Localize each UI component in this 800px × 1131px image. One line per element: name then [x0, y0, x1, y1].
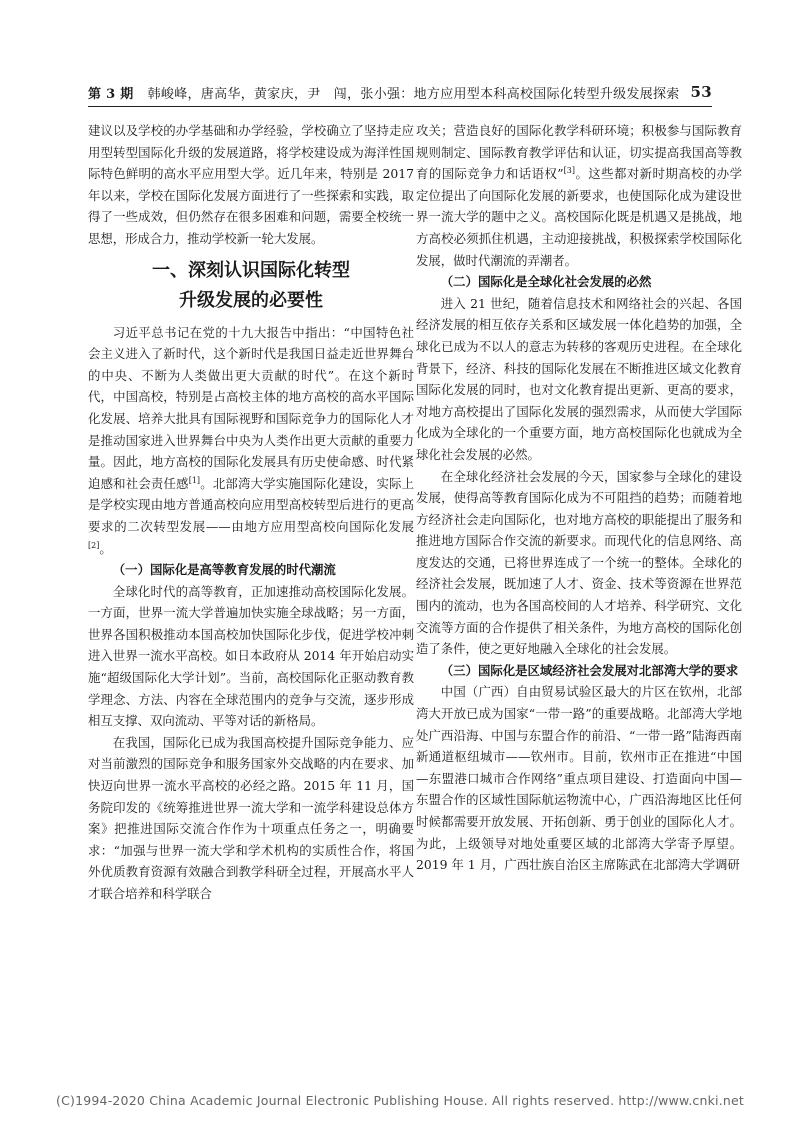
paragraph-xi-report [88, 322, 414, 560]
paragraph-globalization: 全球化时代的高等教育，正加速推动高校国际化发展。一方面，世界一流大学普遍加快实施全球战略；另一方面，世界各国积极推动本国高校加快国际化步伐，促进学校冲刺进入世界一流水平高校。如日本政府从 2014 年开始启动实施“超级国际化大学计划”。当前，高校国际化正驱动教育教学理念、方法、内容在全球范围内的竞争与交流，逐步形成相互支撑、双向流动、平等对话的新格局。 [88, 583, 414, 729]
citation-3: [3] [563, 166, 575, 176]
citation-2: [2] [88, 540, 100, 550]
subsection-1-title: （一）国际化是高等教育发展的时代潮流 [112, 562, 336, 578]
copyright-footer: (C)1994-2020 China Academic Journal Electronic Publishing House. All rights reserved. http://www.cnki.net [56, 1093, 744, 1108]
issue-number: 第 3 期 [88, 86, 134, 102]
paragraph-continued-text: 攻关；营造良好的国际化教学科研环境；积极参与国际教育规则制定、国际教育教学评估和认证，切实提高我国高等教育的国际竞争力和话语权” [416, 123, 742, 182]
citation-1: [1] [188, 475, 201, 485]
paragraph-china: 在我国，国际化已成为我国高校提升国际竞争能力、应对当前激烈的国际竞争和服务国家外交战略的内在要求、加快迈向世界一流水平高校的必经之路。2015 年 11 月，国务院印发的《统筹推进世界一流大学和一流学科建设总体方案》把推进国际交流合作作为十项重点任务之一，明确要求：“加强与世界一流大学和学术机构的实质性合作，将国外优质教育资源有效融合到教学科研全过程，开展高水平人才联合培养和科学联合 [88, 734, 414, 901]
subsection-2-title: （二）国际化是全球化社会发展的必然 [440, 274, 652, 290]
paragraph-xi-tail: 。北部湾大学实施国际化建设，实际上是学校实现由地方普通高校向应用型高校转型后进行的更高要求的二次转型发展——由地方应用型高校向国际化发展 [88, 475, 415, 534]
right-column [416, 120, 742, 876]
paragraph-guangxi: 中国（广西）自由贸易试验区最大的片区在钦州，北部湾大开放已成为国家“一带一路”的重要战略。北部湾大学地处广西沿海、中国与东盟合作的前沿、“一带一路”陆海西南新通道枢纽城市——钦州市。目前，钦州市正在推进“中国—东盟港口城市合作网络”重点项目建设、打造面向中国—东盟合作的区域性国际航运物流中心，广西沿海地区比任何时候都需要开放发展、开拓创新、勇于创业的国际化人才。为此，上级领导对地处重要区域的北部湾大学寄予厚望。2019 年 1 月，广西壮族自治区主席陈武在北部湾大学调研 [416, 684, 742, 873]
paragraph-21st-century: 进入 21 世纪，随着信息技术和网络社会的兴起、各国经济发展的相互依存关系和区域发展一体化趋势的加强，全球化已成为不以人的意志为转移的客观历史进程。在全球化背景下，经济、科技的国际化发展在不断推进区域文化教育国际化发展的同时，也对文化教育提出更新、更高的要求，对地方高校提出了国际化发展的强烈需求，从而使大学国际化成为全球化的一个重要方面，地方高校国际化也就成为全球化社会发展的必然。 [416, 295, 742, 462]
paragraph-xi-end: 。 [99, 540, 112, 556]
intro-paragraph: 建议以及学校的办学基础和办学经验，学校确立了坚持走应用型转型国际化升级的发展道路，将学校建设成为海洋性国际特色鲜明的高水平应用型大学。近几年来，特别是 2017 年以来，学校在国际化发展方面进行了一些探索和实践，取得了一些成效，但仍然存在很多困难和问题，需要全校统一思想，形成合力，推动学校新一轮大发展。 [88, 123, 414, 246]
paragraph-economy: 在全球化经济社会发展的今天，国家参与全球化的建设发展，使得高等教育国际化成为不可阻挡的趋势；而随着地方经济社会走向国际化，也对地方高校的职能提出了服务和推进地方国际合作交流的新要求。而现代化的信息网络、高度发达的交通，已将世界连成了一个统一的整体。全球化的经济社会发展，既加速了人才、资金、技术等资源在世界范围内的流动，也为各国高校间的人才培养、科学研究、文化交流等方面的合作提供了相关条件，为地方高校的国际化创造了条件，使之更好地融入全球化的社会发展。 [416, 468, 742, 657]
section-1-title-line-1: 一、深刻认识国际化转型 [152, 259, 350, 281]
section-1-title-line-2: 升级发展的必要性 [179, 289, 323, 311]
running-header [88, 78, 712, 107]
left-column [88, 120, 414, 905]
running-title: 韩峻峰，唐高华，黄家庆，尹 闯，张小强：地方应用型本科高校国际化转型升级发展探索 [147, 86, 680, 102]
subsection-3-title: （三）国际化是区域经济社会发展对北部湾大学的要求 [440, 662, 739, 678]
section-1-title [88, 256, 414, 316]
page-number: 53 [690, 83, 712, 101]
paragraph-continued-tail: 。这些都对新时期高校的办学定位提出了向国际化发展的新要求，也使国际化成为建设世界一流大学的题中之义。高校国际化既是机遇又是挑战，地方高校必须抓住机遇，主动迎接挑战，积极探索学校国际化发展，做时代潮流的弄潮者。 [416, 166, 743, 268]
paragraph-continued [416, 120, 742, 271]
paragraph-xi-text: 习近平总书记在党的十九大报告中指出：“中国特色社会主义进入了新时代，这个新时代是我国日益走近世界舞台的中央、不断为人类做出更大贡献的时代”。在这个新时代，中国高校，特别是占高校主体的地方高校的高水平国际化发展、培养大批具有国际视野和国际竞争力的国际化人才是推动国家进入世界舞台中央为人类作出更大贡献的重要力量。因此，地方高校的国际化发展具有历史使命感、时代紧迫感和社会责任感 [88, 324, 414, 491]
